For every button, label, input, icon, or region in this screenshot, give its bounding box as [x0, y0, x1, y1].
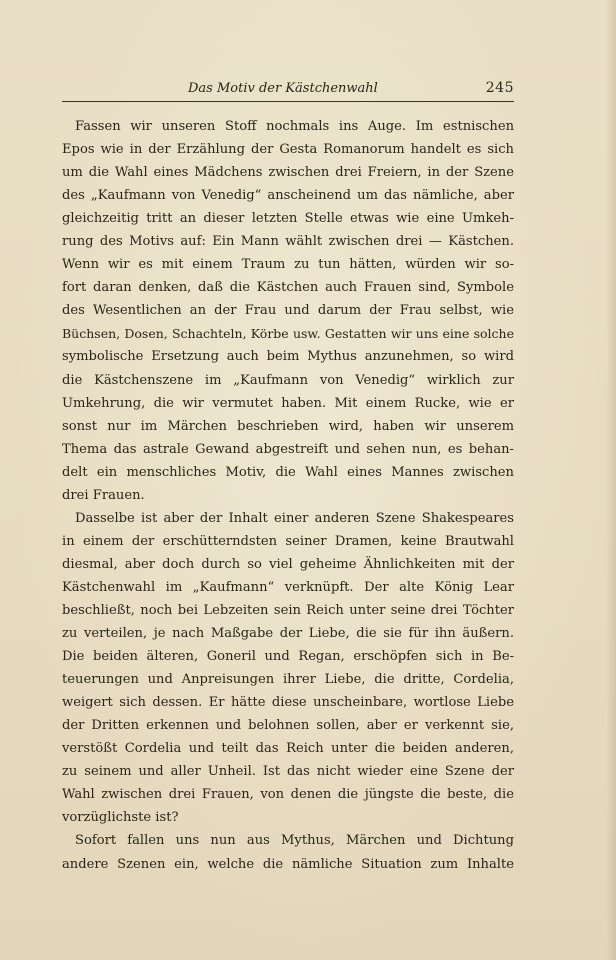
text-line: delt ein menschliches Motiv, die Wahl eines Mannes zwischen	[62, 464, 514, 480]
text-line: diesmal, aber doch durch so viel geheime Ähnlichkeiten mit der	[62, 556, 514, 572]
text-line: weigert sich dessen. Er hätte diese unscheinbare, wortlose Liebe	[62, 695, 514, 711]
text-line: zu seinem und aller Unheil. Ist das nicht wieder eine Szene der	[62, 764, 514, 780]
text-line: Sofort fallen uns nun aus Mythus, Märchen und Dichtung	[75, 833, 514, 849]
text-line: rung des Motivs auf: Ein Mann wählt zwischen drei — Kästchen.	[62, 234, 514, 250]
text-line: Dasselbe ist aber der Inhalt einer anderen Szene Shakespeares	[75, 510, 514, 526]
text-line: Wahl zwischen drei Frauen, von denen die jüngste die beste, die	[62, 787, 514, 803]
text-line: Epos wie in der Erzählung der Gesta Romanorum handelt es sich	[62, 142, 514, 158]
text-line: Fassen wir unseren Stoff nochmals ins Auge. Im estnischen	[75, 119, 514, 134]
running-head-title: Das Motiv der Kästchenwahl	[188, 81, 378, 96]
text-line: des „Kaufmann von Venedig“ anscheinend um das nämliche, aber	[62, 188, 514, 204]
paragraph-3	[62, 829, 514, 875]
text-line: fort daran denken, daß die Kästchen auch Frauen sind, Symbole	[62, 280, 514, 296]
text-line: der Dritten erkennen und belohnen sollen, aber er verkennt sie,	[62, 718, 514, 734]
text-line: andere Szenen ein, welche die nämliche Situation zum Inhalte	[62, 856, 514, 872]
text-line: Thema das astrale Gewand abgestreift und sehen nun, es behan-	[62, 441, 514, 457]
text-line: Büchsen, Dosen, Schachteln, Körbe usw. Gestatten wir uns eine solche	[62, 326, 514, 342]
text-line: in einem der erschütterndsten seiner Dramen, keine Brautwahl	[62, 533, 514, 549]
text-line: Kästchenwahl im „Kaufmann“ verknüpft. Der alte König Lear	[62, 579, 514, 595]
text-line: sonst nur im Märchen beschrieben wird, haben wir unserem	[62, 418, 514, 434]
text-line: des Wesentlichen an der Frau und darum der Frau selbst, wie	[62, 303, 514, 319]
text-line: um die Wahl eines Mädchens zwischen drei Freiern, in der Szene	[62, 165, 514, 181]
body-text	[62, 115, 514, 876]
paragraph-2	[62, 507, 514, 830]
text-line: zu verteilen, je nach Maßgabe der Liebe, die sie für ihn äußern.	[62, 626, 514, 642]
text-line: Die beiden älteren, Goneril und Regan, erschöpfen sich in Be-	[62, 649, 514, 665]
text-line: vorzüglichste ist?	[62, 810, 179, 826]
running-head	[62, 74, 514, 104]
text-line: drei Frauen.	[62, 487, 145, 503]
text-line: beschließt, noch bei Lebzeiten sein Reich unter seine drei Töchter	[62, 602, 514, 618]
text-line: verstößt Cordelia und teilt das Reich unter die beiden anderen,	[62, 741, 514, 757]
text-line: symbolische Ersetzung auch beim Mythus anzunehmen, so wird	[62, 349, 514, 365]
text-line: Wenn wir es mit einem Traum zu tun hätten, würden wir so-	[62, 257, 514, 273]
text-line: Umkehrung, die wir vermutet haben. Mit einem Rucke, wie er	[62, 395, 514, 411]
text-line: teuerungen und Anpreisungen ihrer Liebe, die dritte, Cordelia,	[62, 672, 514, 688]
text-line: die Kästchenszene im „Kaufmann von Venedig“ wirklich zur	[62, 372, 514, 388]
text-line: gleichzeitig tritt an dieser letzten Stelle etwas wie eine Umkeh-	[62, 211, 514, 227]
header-rule	[62, 101, 514, 102]
page-number: 245	[485, 80, 514, 96]
paragraph-1	[62, 115, 514, 507]
